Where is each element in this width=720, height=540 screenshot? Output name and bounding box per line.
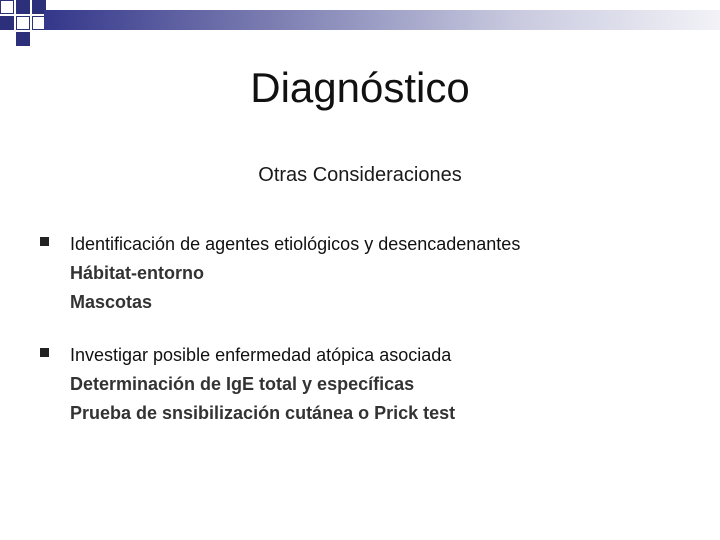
decor-square	[16, 0, 30, 14]
bullet-main-text: Identificación de agentes etiológicos y desencadenantes	[70, 234, 521, 254]
bullet-content	[70, 341, 455, 428]
header-gradient-band	[44, 10, 720, 30]
slide-subtitle: Otras Consideraciones	[258, 164, 462, 186]
bullet-sub-line: Hábitat-entorno	[70, 263, 204, 283]
slide-title: Diagnóstico	[250, 64, 470, 111]
bullet-sub-line: Mascotas	[70, 292, 153, 312]
decor-square	[16, 16, 30, 30]
decor-square	[0, 16, 14, 30]
bullet-sub-line: Determinación de IgE total y específicas	[70, 374, 415, 394]
decor-square	[0, 0, 14, 14]
bullet-main-text: Investigar posible enfermedad atópica asociada	[70, 345, 452, 365]
square-bullet-icon	[40, 348, 49, 357]
bullet-content	[70, 230, 520, 317]
square-bullet-icon	[40, 237, 49, 246]
bullet-sub-line: Prueba de snsibilización cutánea o Prick test	[70, 403, 456, 423]
decor-square	[16, 32, 30, 46]
